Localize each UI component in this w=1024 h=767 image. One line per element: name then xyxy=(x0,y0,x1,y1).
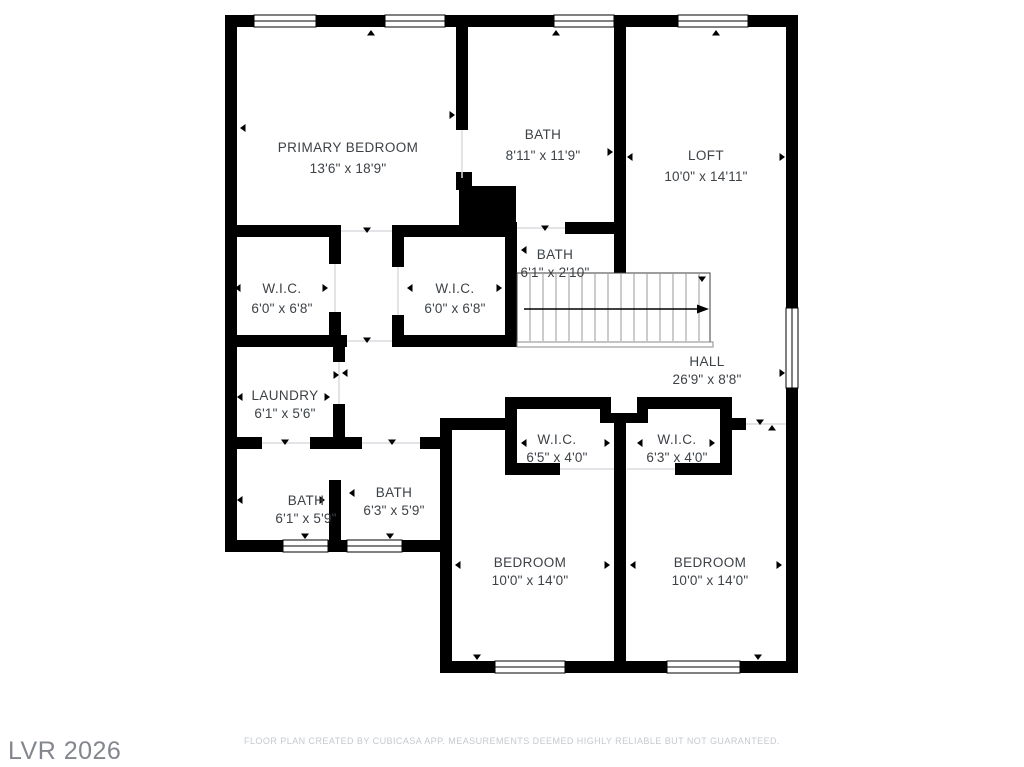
wall-primary-bath xyxy=(456,27,468,130)
wall-wic1-right-upper xyxy=(329,225,341,264)
room-dims-bedroom-right: 10'0" x 14'0" xyxy=(671,573,749,588)
wall-wic2-top xyxy=(392,225,510,237)
room-dims-bath-bl1: 6'1" x 5'9" xyxy=(275,511,337,526)
wall-laundry-right-stub xyxy=(333,347,345,362)
wall-laundry-bottom-b xyxy=(310,437,345,449)
room-dims-wic-bed-left: 6'5" x 4'0" xyxy=(526,450,588,465)
wall-left xyxy=(225,15,237,552)
wall-bath2-top-a xyxy=(345,437,362,449)
wall-bedroom-left xyxy=(440,418,452,673)
alcove-bottom xyxy=(600,413,648,423)
room-dims-hall: 26'9" x 8'8" xyxy=(672,372,742,387)
wall-loft-left xyxy=(614,27,626,273)
room-name-primary-bedroom: PRIMARY BEDROOM xyxy=(277,140,419,155)
room-name-bedroom-right: BEDROOM xyxy=(673,555,747,570)
room-name-wic-bed-left: W.I.C. xyxy=(537,432,577,447)
room-name-wic-bed-right: W.I.C. xyxy=(657,432,697,447)
wall-smallbath-top xyxy=(565,222,626,234)
room-name-bath-bl1: BATH xyxy=(287,493,325,508)
wall-wic1-top xyxy=(225,225,341,237)
shaft xyxy=(459,186,516,228)
wall-bottom xyxy=(440,661,798,673)
room-dims-wic-center: 6'0" x 6'8" xyxy=(424,301,486,316)
wall-wic2-left-upper xyxy=(392,225,404,267)
room-dims-bath-small: 6'1" x 2'10" xyxy=(520,265,590,280)
room-dims-bath-top: 8'11" x 11'9" xyxy=(505,148,581,163)
staircase xyxy=(517,273,713,347)
window-symbol xyxy=(385,15,445,27)
wall-hall-bedroomL-stub xyxy=(446,418,507,430)
room-name-bath-bl2: BATH xyxy=(375,485,413,500)
room-name-laundry: LAUNDRY xyxy=(251,388,319,403)
room-dims-loft: 10'0" x 14'11" xyxy=(664,169,748,184)
room-dims-laundry: 6'1" x 5'6" xyxy=(254,406,316,421)
window-symbol xyxy=(678,15,748,27)
footer-disclaimer: FLOOR PLAN CREATED BY CUBICASA APP. MEASUREMENTS DEEMED HIGHLY RELIABLE BUT NOT GUARANTEED. xyxy=(244,736,780,746)
window-symbol xyxy=(283,540,328,552)
watermark-lvr: LVR 2026 xyxy=(8,737,122,765)
room-dims-wic-bed-right: 6'3" x 4'0" xyxy=(646,450,708,465)
window-symbol xyxy=(347,540,402,552)
wall-hall-bedroomR-stub xyxy=(732,418,746,430)
wall-bottom-left xyxy=(225,540,452,552)
room-dims-wic-left: 6'0" x 6'8" xyxy=(251,301,313,316)
wall-baths-middle xyxy=(329,480,341,540)
room-name-wic-left: W.I.C. xyxy=(262,281,302,296)
wall-bedroom-divider xyxy=(614,423,626,661)
room-name-bath-small: BATH xyxy=(536,247,574,262)
window-symbol xyxy=(667,661,740,673)
window-symbol xyxy=(786,308,798,388)
window-symbol xyxy=(495,661,565,673)
room-name-loft: LOFT xyxy=(687,148,725,163)
wall-laundry-bottom-a xyxy=(225,437,262,449)
window-symbol xyxy=(254,15,316,27)
room-dims-bedroom-left: 10'0" x 14'0" xyxy=(491,573,569,588)
room-name-wic-center: W.I.C. xyxy=(435,281,475,296)
room-dims-primary-bedroom: 13'6" x 18'9" xyxy=(309,161,387,176)
room-name-hall: HALL xyxy=(689,354,725,369)
wall-bath2-top-b xyxy=(420,437,452,449)
window-symbol xyxy=(554,15,614,27)
room-name-bedroom-left: BEDROOM xyxy=(493,555,567,570)
room-dims-bath-bl2: 6'3" x 5'9" xyxy=(363,503,425,518)
room-name-bath-top: BATH xyxy=(524,127,562,142)
